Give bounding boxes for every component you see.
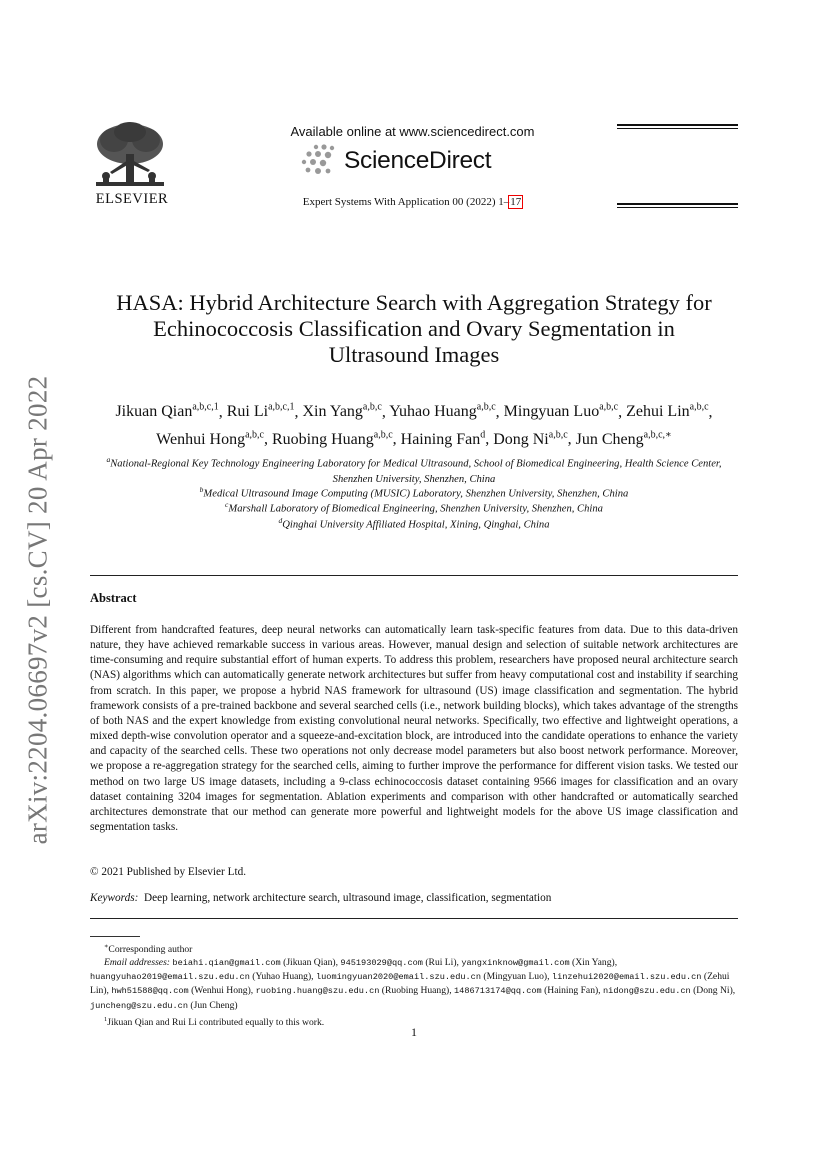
author: Ruobing Huang$^{a,b,c}$ [271,429,393,448]
abstract-line: have proposed neural architecture search (NAS) algorithms which can automatically generate network architectures but suffer [90,654,739,682]
paper-title [90,290,738,368]
author: Jun Cheng$^{a,b,c,∗}$ [575,429,672,448]
abstract-line: network architectures are time-consuming and require substantial effort of human experts. To address this problem, researchers [90,639,739,667]
author: Dong Ni$^{a,b,c}$ [493,429,568,448]
journal-citation [240,196,585,208]
footnotes [90,940,738,1029]
email-link[interactable]: linzehui2020@email.szu.edu.cn [551,972,702,983]
header-rule-bottom-1 [617,203,738,205]
email-link[interactable]: juncheng@szu.edu.cn [90,1000,188,1011]
email-link[interactable]: 945193029@qq.com [340,958,423,969]
author: Jikuan Qian$^{a,b,c,1}$ [115,402,219,421]
copyright-notice: © 2021 Published by Elsevier Ltd. [90,866,247,878]
abstract-line: models for the above US image classification and segmentation tasks. [90,805,739,834]
author: Zehui Lin$^{a,b,c}$ [626,402,709,421]
header-rule-top-1 [617,124,738,126]
abstract-line: we propose a re-aggregation strategy for the searched cells, aiming to further improve the performance for different vision tasks. [90,760,674,773]
sciencedirect-wordmark: ScienceDirect [344,147,492,174]
abstract-line: Different from handcrafted features, deep neural networks can automatically learn task-specific features from data. Due to this [90,624,683,636]
abstract-line: classification and an ovary dataset containing 3204 images for segmentation. Ablation experiments and comparison with other [90,775,738,803]
affiliation-c: $^c$Marshall Laboratory of Biomedical Engineering, Shenzhen University, Shenzhen, China [225,500,603,515]
email-link[interactable]: luomingyuan2020@email.szu.edu.cn [315,972,481,983]
email-link[interactable]: yangxinknow@gmail.com [461,958,570,969]
footnote-emails: Email addresses: beiahi.qian@gmail.com (Jikuan Qian), 945193029@qq.com (Rui Li), yangxinknow@gmail.com (Xin Yang), huangyuhao2019@email.szu.edu.cn (Yuhao Huang), luomingyuan2020@email.szu.edu.cn (Mingyuan Luo), linzehui2020@email.szu.edu.cn (Zehui Lin), hwh51588@qq.com (Wenhui Hong), ruobing.huang@szu.edu.cn (Ruobing Huang), 1486713174@qq.com (Haining Fan), nidong@szu.edu.cn (Dong Ni), juncheng@szu.edu.cn (Jun Cheng) [90,957,736,1011]
abstract-line: from heavy computational cost and instability if searching from scratch. In this paper, we propose a hybrid NAS framework for [90,669,739,697]
header-rule-bottom-2 [617,207,738,208]
sciencedirect-dots-icon [298,143,346,177]
keywords-label: Keywords: [90,892,139,904]
author: Mingyuan Luo$^{a,b,c}$ [503,402,619,421]
author: Yuhao Huang$^{a,b,c}$ [389,402,496,421]
abstract-body [90,623,738,835]
elsevier-wordmark: ELSEVIER [95,191,169,207]
elsevier-tree-logo [90,120,170,192]
page-number: 1 [411,1025,417,1039]
footnote-equal-contribution: $^1$Jikuan Qian and Rui Li contributed equally to this work. [104,1015,325,1028]
affiliation-a: $^a$National-Regional Key Technology Engineering Laboratory for Medical Ultrasound, School of Biomedical Engineering, Health Science Center, Shenzhen University, Shenzhen, China [106,455,722,485]
arxiv-identifier[interactable]: arXiv:2204.06697v2 [cs.CV] 20 Apr 2022 [22,375,53,845]
footnote-rule [90,936,140,937]
author: Rui Li$^{a,b,c,1}$ [226,402,295,421]
title-line: Echinococcosis Classification and Ovary Segmentation in [153,316,675,341]
author-list: Jikuan Qian$^{a,b,c,1}$, Rui Li$^{a,b,c,1}$, Xin Yang$^{a,b,c}$, Yuhao Huang$^{a,b,c}$, Mingyuan Luo$^{a,b,c}$, Zehui Lin$^{a,b,c}$, Wenhui Hong$^{a,b,c}$, Ruobing Huang$^{a,b,c}$, Haining Fan$^d$, Dong Ni$^{a,b,c}$, Jun Cheng$^{a,b,c,∗}$ [115,402,713,448]
abstract-line: the searched cells. These two operations not only decrease model parameters but also boost network performance. Moreover, [163,745,739,758]
abstract-line: operator and a squeeze-and-excitation block, are introduced into the candidate operations to enhance the variety and capacity of [90,730,739,758]
author: Xin Yang$^{a,b,c}$ [302,402,382,421]
available-online-text[interactable]: Available online at www.sciencedirect.com [290,124,535,139]
abstract-top-rule [90,575,738,576]
author: Wenhui Hong$^{a,b,c}$ [156,429,264,448]
abstract-bottom-rule [90,918,738,919]
email-link[interactable]: nidong@szu.edu.cn [603,986,691,997]
abstract-line: searched cells (i.e., network building blocks), which takes advantage of the strengths of both NAS and the expert knowledge from [90,699,738,727]
last-page-link[interactable]: 17 [510,196,522,208]
keywords [90,892,551,904]
abstract-line: data-driven nature, they have achieved remarkable success in various areas. However, manual design and selection of suitable [90,624,739,652]
abstract-line: handcrafted or automatically searched architectures demonstrate that our method can generate more powerful and lightweight [90,790,738,818]
author: Haining Fan$^d$ [400,429,486,448]
email-link[interactable]: beiahi.qian@gmail.com [172,958,281,969]
abstract-line: ultrasound (US) image classification and segmentation. The hybrid framework consists of a pre-trained backbone and several [90,684,738,712]
email-link[interactable]: huangyuhao2019@email.szu.edu.cn [90,972,250,983]
title-line: HASA: Hybrid Architecture Search with Aggregation Strategy for [116,290,712,315]
abstract-line: existing convolutional neural networks. Specifically, two effective and lightweight operations, a mixed depth-wise convolution [90,714,739,743]
journal-name: Expert Systems With Application 00 (2022) 1– [302,196,510,208]
sciencedirect-logo[interactable] [298,143,538,177]
title-line: Ultrasound Images [328,342,500,367]
email-link[interactable]: 1486713174@qq.com [454,986,542,997]
abstract-line: We tested our method on two large US image datasets, including a 9-class echinococcosis dataset containing 9566 images for [90,760,739,788]
keywords-text: Deep learning, network architecture search, ultrasound image, classification, segmentation [143,892,552,904]
abstract-heading: Abstract [90,591,137,605]
email-link[interactable]: ruobing.huang@szu.edu.cn [255,986,380,997]
email-link[interactable]: hwh51588@qq.com [111,986,189,997]
header-rule-top-2 [617,128,738,129]
affiliation-d: $^d$Qinghai University Affiliated Hospital, Xining, Qinghai, China [278,516,550,531]
affiliation-b: $^b$Medical Ultrasound Image Computing (MUSIC) Laboratory, Shenzhen University, Shenzhen, China [199,485,629,500]
footnote-corresponding: ∗Corresponding author [104,943,193,956]
